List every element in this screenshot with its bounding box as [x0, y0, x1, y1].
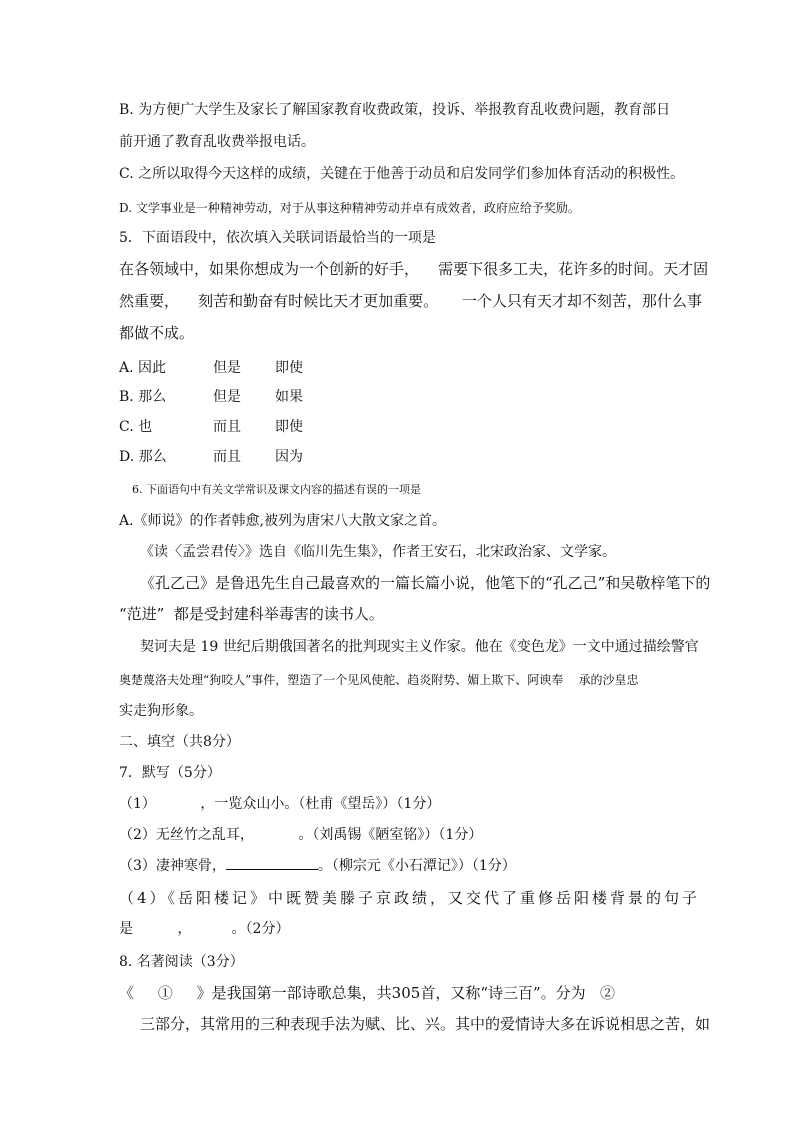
answer-blank-line: [226, 857, 318, 870]
q7-item-3: （3）凄神寒骨， 。（柳宗元《小石潭记》）（1分）: [119, 858, 516, 874]
q5-passage-line3: 都做不成。: [119, 324, 195, 342]
q5-option-b: B. 那么 但是 如果: [119, 389, 303, 405]
q4-option-c: C. 之所以取得今天这样的成绩，关键在于他善于动员和启发同学们参加体育活动的积极性。: [119, 166, 685, 182]
q8-title: 8. 名著阅读（3分）: [119, 954, 244, 970]
q5-title: 5．下面语段中，依次填入关联词语最恰当的一项是: [119, 230, 436, 246]
q6-option-d-line3: 实走狗形象。: [119, 703, 203, 719]
q4-option-b-line1: B. 为方便广大学生及家长了解国家教育收费政策，投诉、举报教育乱收费问题，教育部日: [119, 102, 671, 118]
q7-item-4-line2: 是 ， 。（2分）: [119, 921, 290, 937]
q5-passage-line1: 在各领域中，如果你想成为一个创新的好手， 需要下很多工夫，花许多的时间。天才固: [119, 260, 709, 278]
q8-line2: 三部分，其常用的三种表现手法为赋、比、兴。其中的爱情诗大多在诉说相思之苦，如: [140, 1015, 711, 1033]
q6-title: 6. 下面语句中有关文学常识及课文内容的描述有误的一项是: [132, 483, 421, 496]
q5-option-a: A. 因此 但是 即使: [119, 360, 303, 376]
q6-option-a: A.《师说》的作者韩愈,被列为唐宋八大散文家之首。: [119, 513, 447, 529]
q7-item-4-line1: （4）《岳阳楼记》中既赞美滕子京政绩，又交代了重修岳阳楼背景的句子: [119, 889, 701, 907]
q6-option-d-line1: 契诃夫是 19 世纪后期俄国著名的批判现实主义作家。他在《变色龙》一文中通过描绘警官: [140, 639, 699, 655]
q7-title: 7．默写（5分）: [119, 765, 221, 781]
q7-item-1: （1） ，一览众山小。（杜甫《望岳》）（1分）: [119, 796, 441, 812]
q6-option-c-line1: 《孔乙己》是鲁迅先生自己最喜欢的一篇长篇小说，他笔下的“孔乙己”和吴敬梓笔下的: [140, 574, 711, 592]
q5-option-c: C. 也 而且 即使: [119, 419, 303, 435]
section-2-heading: 二、填空（共8分）: [119, 734, 240, 750]
q4-option-d: D. 文学事业是一种精神劳动，对于从事这种精神劳动并卓有成效者，政府应给予奖励。: [119, 201, 580, 215]
q8-line1: 《 ① 》是我国第一部诗歌总集，共305首，又称“诗三百”。分为 ②: [119, 984, 615, 1002]
q7-item-2: （2）无丝竹之乱耳， 。（刘禹锡《陋室铭》）（1分）: [119, 827, 483, 843]
q5-option-d: D. 那么 而且 因为: [119, 449, 303, 465]
q6-option-d-line2: 奥楚蔑洛夫处理“狗咬人”事件，塑造了一个见风使舵、趋炎附势、媚上欺下、阿谀奉 承的沙皇忠: [119, 673, 639, 687]
q6-option-c-line2: “范进” 都是受封建科举毒害的读书人。: [119, 605, 384, 623]
q4-option-b-line2: 前开通了教育乱收费举报电话。: [119, 134, 315, 150]
q6-option-b: 《读〈孟尝君传〉》选自《临川先生集》，作者王安石，北宋政治家、文学家。: [140, 544, 616, 560]
q5-passage-line2: 然重要， 刻苦和勤奋有时候比天才更加重要。 一个人只有天才却不刻苦，那什么事: [119, 292, 702, 310]
